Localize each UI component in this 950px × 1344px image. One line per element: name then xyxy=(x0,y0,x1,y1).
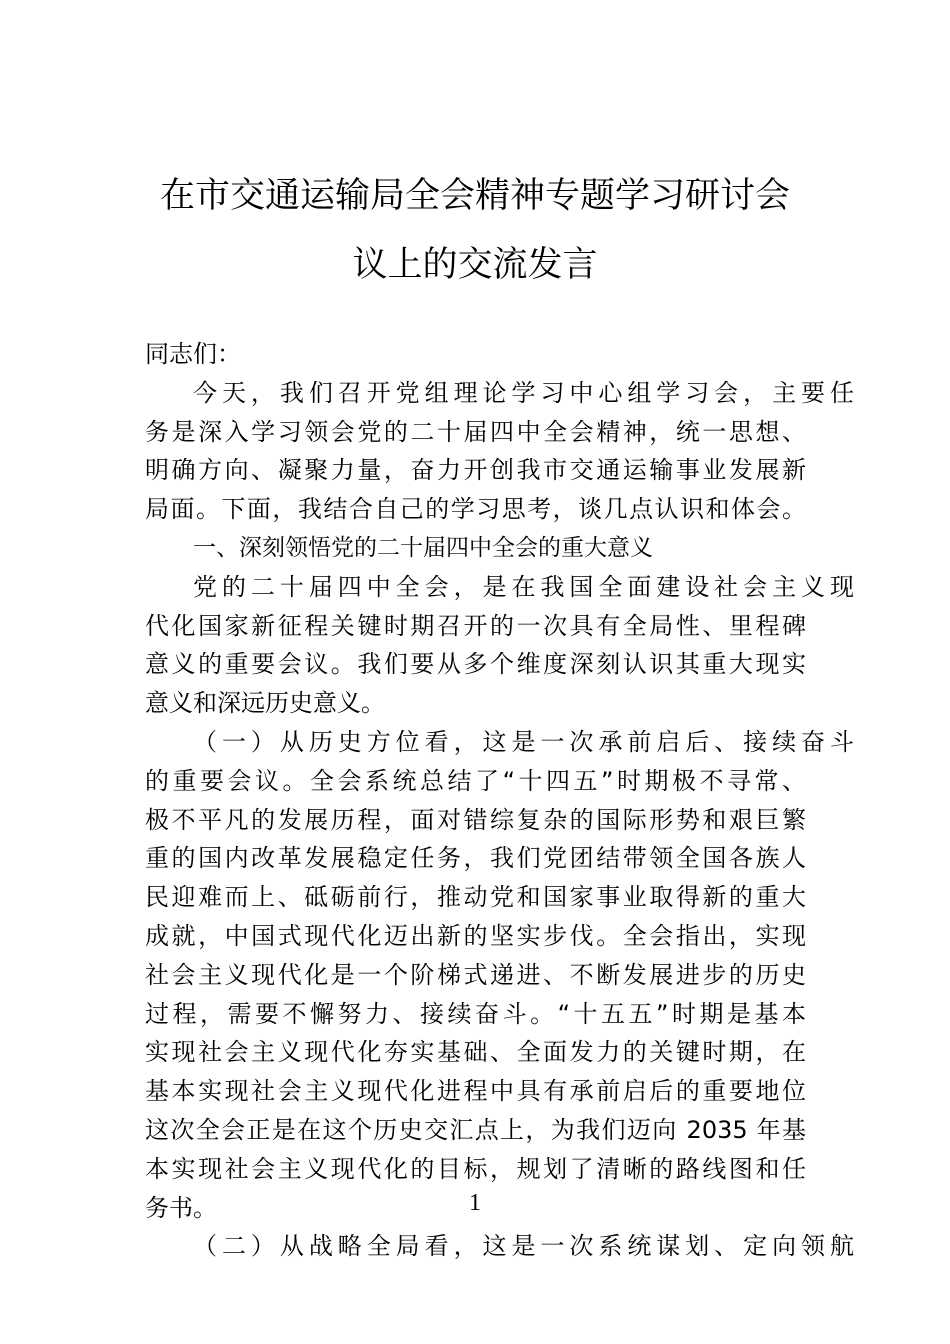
paragraph-line: 代化国家新征程关键时期召开的一次具有全局性、里程碑 xyxy=(145,611,806,640)
paragraph-line: 成就，中国式现代化迈出新的坚实步伐。全会指出，实现 xyxy=(145,921,806,950)
paragraph-line: 社会主义现代化是一个阶梯式递进、不断发展进步的历史 xyxy=(145,960,806,989)
paragraph-line: 重的国内改革发展稳定任务，我们党团结带领全国各族人 xyxy=(145,844,806,873)
paragraph-line: 过程，需要不懈努力、接续奋斗。“十五五”时期是基本 xyxy=(145,999,806,1028)
paragraph-line: 党的二十届四中全会，是在我国全面建设社会主义现 xyxy=(193,572,854,601)
paragraph-line: 局面。下面，我结合自己的学习思考，谈几点认识和体会。 xyxy=(145,495,806,524)
document-body xyxy=(145,335,854,1266)
paragraph-line: 的重要会议。全会系统总结了“十四五”时期极不寻常、 xyxy=(145,766,806,795)
paragraph-line: 明确方向、凝聚力量，奋力开创我市交通运输事业发展新 xyxy=(145,456,806,485)
document-title-line-1: 在市交通运输局全会精神专题学习研讨会 xyxy=(159,176,790,216)
paragraph-line: 民迎难而上、砥砺前行，推动党和国家事业取得新的重大 xyxy=(145,883,806,912)
paragraph-line: 这次全会正是在这个历史交汇点上，为我们迈向 2035 年基 xyxy=(145,1115,806,1144)
page-number: 1 xyxy=(469,1190,481,1216)
salutation: 同志们： xyxy=(145,340,241,368)
paragraph-line: 实现社会主义现代化夯实基础、全面发力的关键时期，在 xyxy=(145,1038,806,1067)
paragraph-line: 意义的重要会议。我们要从多个维度深刻认识其重大现实 xyxy=(145,650,806,679)
paragraph-line: 基本实现社会主义现代化进程中具有承前启后的重要地位 xyxy=(145,1077,806,1106)
section-heading: 一、深刻领悟党的二十届四中全会的重大意义 xyxy=(193,534,653,561)
paragraph-line: （二）从战略全局看，这是一次系统谋划、定向领航 xyxy=(193,1232,854,1261)
paragraph-line: （一）从历史方位看，这是一次承前启后、接续奋斗 xyxy=(193,727,854,756)
paragraph-line: 务是深入学习领会党的二十届四中全会精神，统一思想、 xyxy=(145,417,806,446)
paragraph-line: 极不平凡的发展历程，面对错综复杂的国际形势和艰巨繁 xyxy=(145,805,806,834)
document-title-line-2: 议上的交流发言 xyxy=(352,245,598,285)
paragraph-line: 今天，我们召开党组理论学习中心组学习会，主要任 xyxy=(193,378,854,407)
paragraph-line: 本实现社会主义现代化的目标，规划了清晰的路线图和任 xyxy=(145,1154,806,1183)
paragraph-line: 务书。 xyxy=(145,1193,217,1222)
paragraph-line: 意义和深远历史意义。 xyxy=(145,689,385,718)
